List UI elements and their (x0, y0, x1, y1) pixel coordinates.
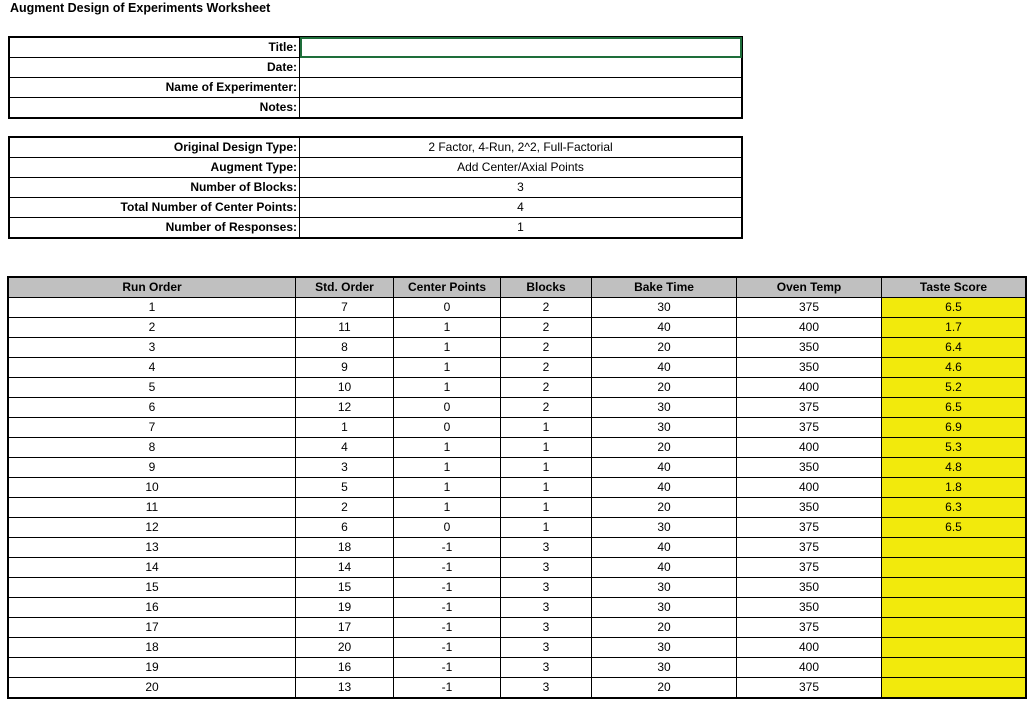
date-input-cell[interactable] (300, 58, 743, 78)
taste-score-cell[interactable] (882, 538, 1027, 558)
table-row (8, 318, 1026, 338)
bake-time-cell[interactable]: 30 (592, 598, 737, 618)
design-row-blocks (9, 178, 742, 198)
oven-temp-cell[interactable]: 375 (737, 298, 882, 318)
taste-score-cell[interactable]: 6.3 (882, 498, 1027, 518)
std-order-cell[interactable]: 4 (296, 438, 394, 458)
original-type-value[interactable]: 2 Factor, 4-Run, 2^2, Full-Factorial (300, 137, 743, 158)
center-points-cell[interactable]: 1 (394, 458, 501, 478)
center-points-cell[interactable]: 0 (394, 518, 501, 538)
center-points-cell[interactable]: 1 (394, 498, 501, 518)
runs-header-row (8, 277, 1026, 298)
oven-temp-cell[interactable]: 350 (737, 578, 882, 598)
run-order-cell[interactable]: 4 (8, 358, 296, 378)
taste-score-cell[interactable] (882, 578, 1027, 598)
notes-label: Notes: (9, 98, 300, 119)
design-row-center-points (9, 198, 742, 218)
bake-time-cell[interactable]: 30 (592, 658, 737, 678)
bake-time-cell[interactable]: 40 (592, 318, 737, 338)
bake-time-cell[interactable]: 40 (592, 478, 737, 498)
run-order-cell[interactable]: 16 (8, 598, 296, 618)
oven-temp-cell[interactable]: 350 (737, 358, 882, 378)
taste-score-cell[interactable]: 6.9 (882, 418, 1027, 438)
table-row (8, 578, 1026, 598)
oven-temp-cell[interactable]: 375 (737, 558, 882, 578)
table-row (8, 438, 1026, 458)
blocks-cell[interactable]: 3 (501, 578, 592, 598)
center-points-cell[interactable]: 1 (394, 358, 501, 378)
center-points-cell[interactable]: 0 (394, 418, 501, 438)
center-points-cell[interactable]: -1 (394, 678, 501, 699)
design-table (8, 136, 743, 239)
run-order-cell[interactable]: 5 (8, 378, 296, 398)
oven-temp-cell[interactable]: 400 (737, 438, 882, 458)
blocks-cell[interactable]: 2 (501, 318, 592, 338)
taste-score-cell[interactable] (882, 658, 1027, 678)
std-order-cell[interactable]: 20 (296, 638, 394, 658)
blocks-cell[interactable]: 1 (501, 478, 592, 498)
std-order-cell[interactable]: 14 (296, 558, 394, 578)
blocks-cell[interactable]: 2 (501, 338, 592, 358)
info-row-notes (9, 98, 742, 119)
responses-label: Number of Responses: (9, 218, 300, 239)
bake-time-cell[interactable]: 30 (592, 418, 737, 438)
table-row (8, 338, 1026, 358)
center-points-cell[interactable]: 1 (394, 438, 501, 458)
center-points-cell[interactable]: -1 (394, 618, 501, 638)
augment-type-label: Augment Type: (9, 158, 300, 178)
oven-temp-cell[interactable]: 400 (737, 658, 882, 678)
taste-score-cell[interactable]: 6.5 (882, 518, 1027, 538)
center-points-cell[interactable]: 1 (394, 378, 501, 398)
header-taste-score[interactable]: Taste Score (882, 277, 1027, 298)
header-run-order[interactable]: Run Order (8, 277, 296, 298)
oven-temp-cell[interactable]: 375 (737, 538, 882, 558)
std-order-cell[interactable]: 5 (296, 478, 394, 498)
responses-value[interactable]: 1 (300, 218, 743, 239)
blocks-cell[interactable]: 3 (501, 538, 592, 558)
blocks-cell[interactable]: 3 (501, 558, 592, 578)
worksheet-title: Augment Design of Experiments Worksheet (10, 1, 271, 15)
table-row (8, 378, 1026, 398)
bake-time-cell[interactable]: 30 (592, 298, 737, 318)
title-input-cell[interactable] (300, 37, 743, 58)
std-order-cell[interactable]: 17 (296, 618, 394, 638)
center-points-cell[interactable]: -1 (394, 658, 501, 678)
experimenter-input-cell[interactable] (300, 78, 743, 98)
info-row-experimenter (9, 78, 742, 98)
header-blocks[interactable]: Blocks (501, 277, 592, 298)
table-row (8, 558, 1026, 578)
blocks-cell[interactable]: 3 (501, 598, 592, 618)
center-points-cell[interactable]: -1 (394, 558, 501, 578)
center-points-cell[interactable]: -1 (394, 598, 501, 618)
design-row-responses (9, 218, 742, 239)
taste-score-cell[interactable] (882, 618, 1027, 638)
taste-score-cell[interactable]: 5.2 (882, 378, 1027, 398)
taste-score-cell[interactable]: 4.8 (882, 458, 1027, 478)
std-order-cell[interactable]: 2 (296, 498, 394, 518)
taste-score-cell[interactable] (882, 638, 1027, 658)
run-order-cell[interactable]: 7 (8, 418, 296, 438)
std-order-cell[interactable]: 1 (296, 418, 394, 438)
augment-type-value[interactable]: Add Center/Axial Points (300, 158, 743, 178)
table-row (8, 598, 1026, 618)
table-row (8, 398, 1026, 418)
bake-time-cell[interactable]: 40 (592, 358, 737, 378)
runs-body (8, 298, 1026, 699)
blocks-cell[interactable]: 2 (501, 378, 592, 398)
center-points-cell[interactable]: -1 (394, 538, 501, 558)
bake-time-cell[interactable]: 40 (592, 558, 737, 578)
bake-time-cell[interactable]: 20 (592, 338, 737, 358)
std-order-cell[interactable]: 9 (296, 358, 394, 378)
taste-score-cell[interactable] (882, 678, 1027, 699)
table-row (8, 498, 1026, 518)
bake-time-cell[interactable]: 20 (592, 498, 737, 518)
bake-time-cell[interactable]: 30 (592, 638, 737, 658)
run-order-cell[interactable]: 8 (8, 438, 296, 458)
std-order-cell[interactable]: 8 (296, 338, 394, 358)
notes-input-cell[interactable] (300, 98, 743, 119)
blocks-cell[interactable]: 2 (501, 358, 592, 378)
std-order-cell[interactable]: 6 (296, 518, 394, 538)
design-row-augment-type (9, 158, 742, 178)
blocks-cell[interactable]: 1 (501, 418, 592, 438)
table-row (8, 638, 1026, 658)
bake-time-cell[interactable]: 40 (592, 538, 737, 558)
center-points-cell[interactable]: 1 (394, 478, 501, 498)
taste-score-cell[interactable]: 5.3 (882, 438, 1027, 458)
taste-score-cell[interactable]: 1.8 (882, 478, 1027, 498)
runs-table (7, 276, 1027, 699)
oven-temp-cell[interactable]: 375 (737, 518, 882, 538)
info-row-title (9, 37, 742, 58)
taste-score-cell[interactable]: 6.5 (882, 298, 1027, 318)
table-row (8, 418, 1026, 438)
run-order-cell[interactable]: 20 (8, 678, 296, 699)
date-label: Date: (9, 58, 300, 78)
bake-time-cell[interactable]: 20 (592, 618, 737, 638)
bake-time-cell[interactable]: 20 (592, 678, 737, 699)
run-order-cell[interactable]: 9 (8, 458, 296, 478)
run-order-cell[interactable]: 11 (8, 498, 296, 518)
table-row (8, 358, 1026, 378)
std-order-cell[interactable]: 12 (296, 398, 394, 418)
center-points-label: Total Number of Center Points: (9, 198, 300, 218)
run-order-cell[interactable]: 13 (8, 538, 296, 558)
taste-score-cell[interactable] (882, 598, 1027, 618)
blocks-cell[interactable]: 3 (501, 658, 592, 678)
center-points-cell[interactable]: 0 (394, 298, 501, 318)
std-order-cell[interactable]: 3 (296, 458, 394, 478)
blocks-cell[interactable]: 1 (501, 458, 592, 478)
std-order-cell[interactable]: 13 (296, 678, 394, 699)
oven-temp-cell[interactable]: 400 (737, 638, 882, 658)
experimenter-label: Name of Experimenter: (9, 78, 300, 98)
blocks-label: Number of Blocks: (9, 178, 300, 198)
oven-temp-cell[interactable]: 375 (737, 678, 882, 699)
center-points-value[interactable]: 4 (300, 198, 743, 218)
table-row (8, 658, 1026, 678)
bake-time-cell[interactable]: 30 (592, 398, 737, 418)
blocks-cell[interactable]: 2 (501, 398, 592, 418)
bake-time-cell[interactable]: 40 (592, 458, 737, 478)
oven-temp-cell[interactable]: 375 (737, 418, 882, 438)
run-order-cell[interactable]: 12 (8, 518, 296, 538)
oven-temp-cell[interactable]: 350 (737, 498, 882, 518)
header-oven-temp[interactable]: Oven Temp (737, 277, 882, 298)
center-points-cell[interactable]: 0 (394, 398, 501, 418)
info-table (8, 36, 743, 119)
table-row (8, 538, 1026, 558)
table-row (8, 518, 1026, 538)
center-points-cell[interactable]: -1 (394, 578, 501, 598)
std-order-cell[interactable]: 15 (296, 578, 394, 598)
std-order-cell[interactable]: 19 (296, 598, 394, 618)
bake-time-cell[interactable]: 20 (592, 378, 737, 398)
taste-score-cell[interactable] (882, 558, 1027, 578)
run-order-cell[interactable]: 17 (8, 618, 296, 638)
oven-temp-cell[interactable]: 375 (737, 398, 882, 418)
run-order-cell[interactable]: 1 (8, 298, 296, 318)
oven-temp-cell[interactable]: 350 (737, 338, 882, 358)
oven-temp-cell[interactable]: 350 (737, 598, 882, 618)
run-order-cell[interactable]: 6 (8, 398, 296, 418)
std-order-cell[interactable]: 16 (296, 658, 394, 678)
bake-time-cell[interactable]: 20 (592, 438, 737, 458)
oven-temp-cell[interactable]: 400 (737, 318, 882, 338)
blocks-cell[interactable]: 1 (501, 498, 592, 518)
taste-score-cell[interactable]: 6.5 (882, 398, 1027, 418)
info-row-date (9, 58, 742, 78)
blocks-value[interactable]: 3 (300, 178, 743, 198)
run-order-cell[interactable]: 15 (8, 578, 296, 598)
original-type-label: Original Design Type: (9, 137, 300, 158)
oven-temp-cell[interactable]: 350 (737, 458, 882, 478)
taste-score-cell[interactable]: 6.4 (882, 338, 1027, 358)
center-points-cell[interactable]: 1 (394, 318, 501, 338)
title-label: Title: (9, 37, 300, 58)
table-row (8, 478, 1026, 498)
blocks-cell[interactable]: 3 (501, 618, 592, 638)
std-order-cell[interactable]: 11 (296, 318, 394, 338)
blocks-cell[interactable]: 3 (501, 678, 592, 699)
design-row-original-type (9, 137, 742, 158)
table-row (8, 678, 1026, 699)
header-std-order[interactable]: Std. Order (296, 277, 394, 298)
bake-time-cell[interactable]: 30 (592, 518, 737, 538)
std-order-cell[interactable]: 7 (296, 298, 394, 318)
center-points-cell[interactable]: -1 (394, 638, 501, 658)
run-order-cell[interactable]: 3 (8, 338, 296, 358)
std-order-cell[interactable]: 18 (296, 538, 394, 558)
bake-time-cell[interactable]: 30 (592, 578, 737, 598)
run-order-cell[interactable]: 10 (8, 478, 296, 498)
table-row (8, 618, 1026, 638)
std-order-cell[interactable]: 10 (296, 378, 394, 398)
blocks-cell[interactable]: 2 (501, 298, 592, 318)
oven-temp-cell[interactable]: 400 (737, 378, 882, 398)
taste-score-cell[interactable]: 1.7 (882, 318, 1027, 338)
taste-score-cell[interactable]: 4.6 (882, 358, 1027, 378)
center-points-cell[interactable]: 1 (394, 338, 501, 358)
oven-temp-cell[interactable]: 375 (737, 618, 882, 638)
blocks-cell[interactable]: 1 (501, 438, 592, 458)
oven-temp-cell[interactable]: 400 (737, 478, 882, 498)
blocks-cell[interactable]: 3 (501, 638, 592, 658)
run-order-cell[interactable]: 18 (8, 638, 296, 658)
run-order-cell[interactable]: 19 (8, 658, 296, 678)
header-bake-time[interactable]: Bake Time (592, 277, 737, 298)
header-center-points[interactable]: Center Points (394, 277, 501, 298)
run-order-cell[interactable]: 14 (8, 558, 296, 578)
table-row (8, 458, 1026, 478)
run-order-cell[interactable]: 2 (8, 318, 296, 338)
blocks-cell[interactable]: 1 (501, 518, 592, 538)
table-row (8, 298, 1026, 318)
